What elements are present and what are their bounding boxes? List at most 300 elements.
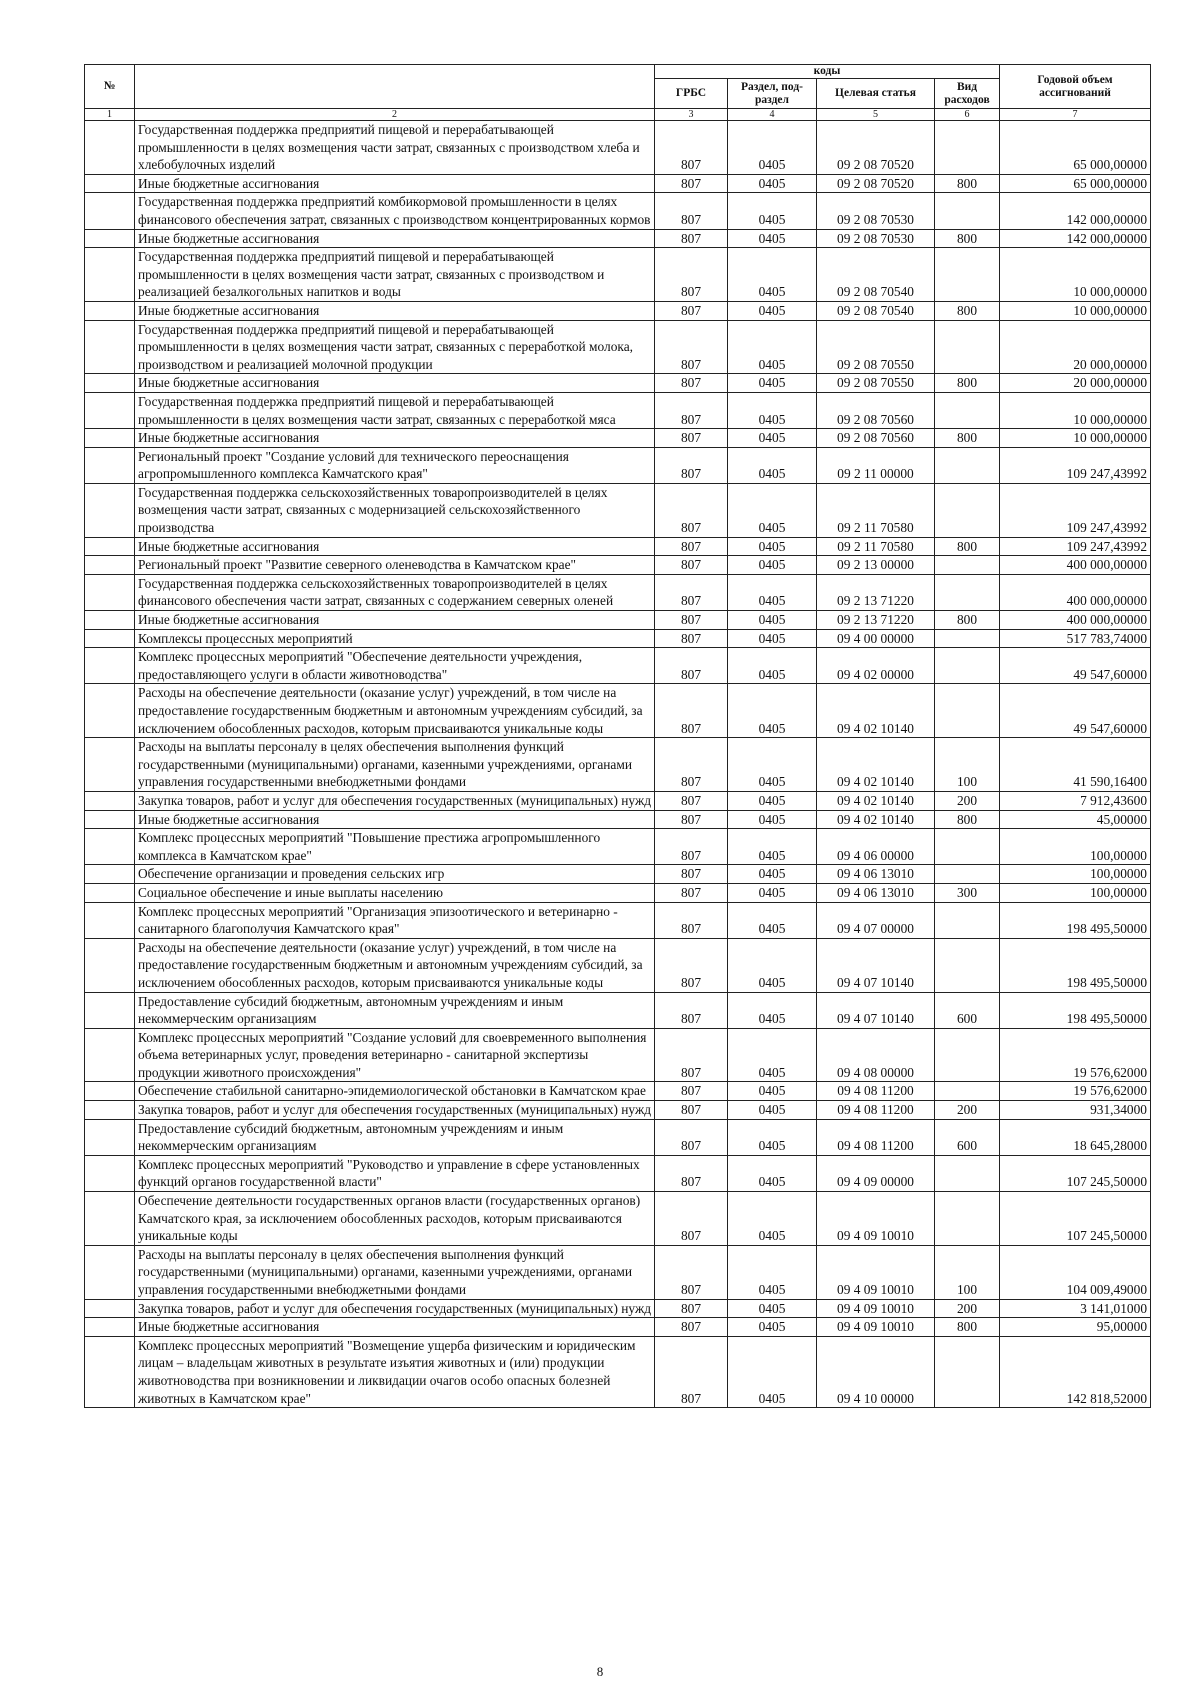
- kind-cell: 800: [935, 810, 1000, 829]
- kind-cell: 200: [935, 1299, 1000, 1318]
- name-cell: Комплекс процессных мероприятий "Повышение престижа агропромышленного комплекса в Камчатском крае": [135, 829, 655, 865]
- name-cell: Государственная поддержка предприятий пищевой и перерабатывающей промышленности в целях возмещения части затрат, связанных с переработкой молока, производством и реализацией молочной продукции: [135, 320, 655, 374]
- section-cell: 0405: [728, 1245, 817, 1299]
- kind-cell: 600: [935, 992, 1000, 1028]
- name-cell: Обеспечение стабильной санитарно-эпидемиологической обстановки в Камчатском крае: [135, 1082, 655, 1101]
- target-cell: 09 4 08 11200: [817, 1082, 935, 1101]
- target-cell: 09 4 07 10140: [817, 992, 935, 1028]
- amount-cell: 49 547,60000: [1000, 648, 1151, 684]
- num-cell: [85, 320, 135, 374]
- num-cell: [85, 611, 135, 630]
- name-cell: Закупка товаров, работ и услуг для обеспечения государственных (муниципальных) нужд: [135, 1299, 655, 1318]
- section-cell: 0405: [728, 1119, 817, 1155]
- section-cell: 0405: [728, 992, 817, 1028]
- table-row: [85, 648, 1151, 684]
- table-row: [85, 447, 1151, 483]
- kind-cell: [935, 1028, 1000, 1082]
- target-cell: 09 4 09 10010: [817, 1245, 935, 1299]
- grbs-cell: 807: [655, 810, 728, 829]
- header-kind: Вид расходов: [935, 79, 1000, 109]
- section-cell: 0405: [728, 1082, 817, 1101]
- header-name: [135, 65, 655, 109]
- table-row: [85, 684, 1151, 738]
- section-cell: 0405: [728, 574, 817, 610]
- grbs-cell: 807: [655, 447, 728, 483]
- kind-cell: 800: [935, 374, 1000, 393]
- num-cell: [85, 1192, 135, 1246]
- section-cell: 0405: [728, 429, 817, 448]
- amount-cell: 142 818,52000: [1000, 1336, 1151, 1407]
- target-cell: 09 4 08 11200: [817, 1119, 935, 1155]
- target-cell: 09 4 10 00000: [817, 1336, 935, 1407]
- kind-cell: [935, 829, 1000, 865]
- kind-cell: [935, 574, 1000, 610]
- table-row: [85, 992, 1151, 1028]
- target-cell: 09 4 06 13010: [817, 865, 935, 884]
- target-cell: 09 4 07 00000: [817, 902, 935, 938]
- grbs-cell: 807: [655, 1318, 728, 1337]
- table-row: [85, 193, 1151, 229]
- section-cell: 0405: [728, 301, 817, 320]
- target-cell: 09 2 08 70520: [817, 174, 935, 193]
- num-cell: [85, 992, 135, 1028]
- name-cell: Расходы на выплаты персоналу в целях обеспечения выполнения функций государственными (муниципальными) органами, казенными учреждениями, органами управления государственными внебюджетными фондами: [135, 738, 655, 792]
- name-cell: Государственная поддержка сельскохозяйственных товаропроизводителей в целях финансового обеспечения части затрат, связанных с содержанием северных оленей: [135, 574, 655, 610]
- grbs-cell: 807: [655, 738, 728, 792]
- num-cell: [85, 629, 135, 648]
- num-cell: [85, 1155, 135, 1191]
- target-cell: 09 2 13 71220: [817, 611, 935, 630]
- section-cell: 0405: [728, 791, 817, 810]
- amount-cell: 400 000,00000: [1000, 574, 1151, 610]
- name-cell: Предоставление субсидий бюджетным, автономным учреждениям и иным некоммерческим организациям: [135, 992, 655, 1028]
- section-cell: 0405: [728, 611, 817, 630]
- table-row: [85, 611, 1151, 630]
- target-cell: 09 2 08 70560: [817, 392, 935, 428]
- amount-cell: 400 000,00000: [1000, 556, 1151, 575]
- grbs-cell: 807: [655, 1299, 728, 1318]
- target-cell: 09 2 08 70540: [817, 301, 935, 320]
- kind-cell: [935, 320, 1000, 374]
- table-row: [85, 1318, 1151, 1337]
- section-cell: 0405: [728, 684, 817, 738]
- target-cell: 09 2 11 70580: [817, 483, 935, 537]
- grbs-cell: 807: [655, 374, 728, 393]
- amount-cell: 20 000,00000: [1000, 320, 1151, 374]
- section-cell: 0405: [728, 1101, 817, 1120]
- grbs-cell: 807: [655, 1192, 728, 1246]
- num-cell: [85, 174, 135, 193]
- name-cell: Иные бюджетные ассигнования: [135, 301, 655, 320]
- name-cell: Комплекс процессных мероприятий "Руководство и управление в сфере установленных функций органов государственной власти": [135, 1155, 655, 1191]
- num-cell: [85, 1082, 135, 1101]
- amount-cell: 45,00000: [1000, 810, 1151, 829]
- num-cell: [85, 1245, 135, 1299]
- kind-cell: [935, 865, 1000, 884]
- grbs-cell: 807: [655, 1336, 728, 1407]
- amount-cell: 19 576,62000: [1000, 1082, 1151, 1101]
- grbs-cell: 807: [655, 193, 728, 229]
- target-cell: 09 2 08 70520: [817, 121, 935, 175]
- name-cell: Иные бюджетные ассигнования: [135, 1318, 655, 1337]
- kind-cell: 800: [935, 229, 1000, 248]
- grbs-cell: 807: [655, 684, 728, 738]
- table-row: [85, 392, 1151, 428]
- kind-cell: [935, 556, 1000, 575]
- name-cell: Иные бюджетные ассигнования: [135, 229, 655, 248]
- name-cell: Комплексы процессных мероприятий: [135, 629, 655, 648]
- kind-cell: [935, 938, 1000, 992]
- target-cell: 09 2 08 70530: [817, 193, 935, 229]
- num-cell: [85, 193, 135, 229]
- section-cell: 0405: [728, 248, 817, 302]
- name-cell: Иные бюджетные ассигнования: [135, 174, 655, 193]
- section-cell: 0405: [728, 556, 817, 575]
- grbs-cell: 807: [655, 174, 728, 193]
- section-cell: 0405: [728, 1318, 817, 1337]
- amount-cell: 49 547,60000: [1000, 684, 1151, 738]
- section-cell: 0405: [728, 883, 817, 902]
- table-row: [85, 301, 1151, 320]
- num-cell: [85, 121, 135, 175]
- grbs-cell: 807: [655, 611, 728, 630]
- grbs-cell: 807: [655, 791, 728, 810]
- grbs-cell: 807: [655, 248, 728, 302]
- table-row: [85, 829, 1151, 865]
- kind-cell: [935, 648, 1000, 684]
- amount-cell: 109 247,43992: [1000, 537, 1151, 556]
- table-row: [85, 1155, 1151, 1191]
- table-row: [85, 1299, 1151, 1318]
- num-cell: [85, 374, 135, 393]
- section-cell: 0405: [728, 1336, 817, 1407]
- section-cell: 0405: [728, 374, 817, 393]
- target-cell: 09 4 09 10010: [817, 1318, 935, 1337]
- budget-table: [84, 64, 1151, 1408]
- amount-cell: 104 009,49000: [1000, 1245, 1151, 1299]
- amount-cell: 142 000,00000: [1000, 229, 1151, 248]
- amount-cell: 931,34000: [1000, 1101, 1151, 1120]
- num-cell: [85, 1119, 135, 1155]
- grbs-cell: 807: [655, 829, 728, 865]
- name-cell: Обеспечение деятельности государственных органов власти (государственных органов) Камчатского края, за исключением обособленных расходов, которым присваиваются уникальные коды: [135, 1192, 655, 1246]
- amount-cell: 3 141,01000: [1000, 1299, 1151, 1318]
- name-cell: Комплекс процессных мероприятий "Создание условий для своевременного выполнения объема ветеринарных услуг, проведения ветеринарно - санитарной экспертизы продукции животного происхождения": [135, 1028, 655, 1082]
- target-cell: 09 2 08 70530: [817, 229, 935, 248]
- kind-cell: 100: [935, 1245, 1000, 1299]
- kind-cell: 800: [935, 174, 1000, 193]
- amount-cell: 100,00000: [1000, 829, 1151, 865]
- col-number: 7: [1000, 109, 1151, 121]
- num-cell: [85, 1101, 135, 1120]
- table-row: [85, 1192, 1151, 1246]
- num-cell: [85, 429, 135, 448]
- column-number-row: [85, 109, 1151, 121]
- target-cell: 09 2 11 70580: [817, 537, 935, 556]
- section-cell: 0405: [728, 810, 817, 829]
- section-cell: 0405: [728, 738, 817, 792]
- section-cell: 0405: [728, 483, 817, 537]
- amount-cell: 198 495,50000: [1000, 902, 1151, 938]
- num-cell: [85, 1299, 135, 1318]
- grbs-cell: 807: [655, 883, 728, 902]
- amount-cell: 109 247,43992: [1000, 447, 1151, 483]
- target-cell: 09 2 08 70550: [817, 374, 935, 393]
- target-cell: 09 4 02 10140: [817, 684, 935, 738]
- target-cell: 09 2 08 70560: [817, 429, 935, 448]
- target-cell: 09 2 08 70540: [817, 248, 935, 302]
- name-cell: Государственная поддержка предприятий пищевой и перерабатывающей промышленности в целях возмещения части затрат, связанных с производством хлеба и хлебобулочных изделий: [135, 121, 655, 175]
- name-cell: Иные бюджетные ассигнования: [135, 537, 655, 556]
- kind-cell: [935, 121, 1000, 175]
- name-cell: Государственная поддержка предприятий пищевой и перерабатывающей промышленности в целях возмещения части затрат, связанных с производством и реализацией безалкогольных напитков и воды: [135, 248, 655, 302]
- name-cell: Иные бюджетные ассигнования: [135, 810, 655, 829]
- table-row: [85, 248, 1151, 302]
- amount-cell: 142 000,00000: [1000, 193, 1151, 229]
- col-number: 6: [935, 109, 1000, 121]
- section-cell: 0405: [728, 1299, 817, 1318]
- target-cell: 09 4 09 10010: [817, 1299, 935, 1318]
- section-cell: 0405: [728, 193, 817, 229]
- grbs-cell: 807: [655, 1101, 728, 1120]
- num-cell: [85, 1336, 135, 1407]
- name-cell: Иные бюджетные ассигнования: [135, 374, 655, 393]
- section-cell: 0405: [728, 229, 817, 248]
- section-cell: 0405: [728, 865, 817, 884]
- header-num: №: [85, 65, 135, 109]
- kind-cell: 800: [935, 1318, 1000, 1337]
- grbs-cell: 807: [655, 229, 728, 248]
- num-cell: [85, 574, 135, 610]
- table-row: [85, 1101, 1151, 1120]
- kind-cell: 300: [935, 883, 1000, 902]
- section-cell: 0405: [728, 392, 817, 428]
- num-cell: [85, 684, 135, 738]
- grbs-cell: 807: [655, 1119, 728, 1155]
- table-row: [85, 537, 1151, 556]
- grbs-cell: 807: [655, 938, 728, 992]
- table-row: [85, 902, 1151, 938]
- amount-cell: 7 912,43600: [1000, 791, 1151, 810]
- col-number: 1: [85, 109, 135, 121]
- kind-cell: [935, 1192, 1000, 1246]
- amount-cell: 10 000,00000: [1000, 301, 1151, 320]
- section-cell: 0405: [728, 1192, 817, 1246]
- amount-cell: 65 000,00000: [1000, 174, 1151, 193]
- header-amount: Годовой объем ассигнований: [1000, 65, 1151, 109]
- grbs-cell: 807: [655, 648, 728, 684]
- kind-cell: 800: [935, 537, 1000, 556]
- target-cell: 09 4 09 10010: [817, 1192, 935, 1246]
- num-cell: [85, 883, 135, 902]
- grbs-cell: 807: [655, 429, 728, 448]
- section-cell: 0405: [728, 174, 817, 193]
- amount-cell: 198 495,50000: [1000, 938, 1151, 992]
- target-cell: 09 4 08 11200: [817, 1101, 935, 1120]
- section-cell: 0405: [728, 648, 817, 684]
- name-cell: Региональный проект "Создание условий для технического переоснащения агропромышленного комплекса Камчатского края": [135, 447, 655, 483]
- amount-cell: 10 000,00000: [1000, 429, 1151, 448]
- col-number: 4: [728, 109, 817, 121]
- table-row: [85, 810, 1151, 829]
- table-row: [85, 629, 1151, 648]
- name-cell: Региональный проект "Развитие северного оленеводства в Камчатском крае": [135, 556, 655, 575]
- amount-cell: 100,00000: [1000, 865, 1151, 884]
- table-row: [85, 556, 1151, 575]
- amount-cell: 10 000,00000: [1000, 248, 1151, 302]
- table-row: [85, 320, 1151, 374]
- amount-cell: 107 245,50000: [1000, 1155, 1151, 1191]
- amount-cell: 107 245,50000: [1000, 1192, 1151, 1246]
- kind-cell: [935, 483, 1000, 537]
- table-row: [85, 229, 1151, 248]
- num-cell: [85, 791, 135, 810]
- header-codes: коды: [655, 65, 1000, 79]
- table-row: [85, 1082, 1151, 1101]
- num-cell: [85, 248, 135, 302]
- table-row: [85, 121, 1151, 175]
- table-row: [85, 938, 1151, 992]
- num-cell: [85, 829, 135, 865]
- num-cell: [85, 938, 135, 992]
- kind-cell: 100: [935, 738, 1000, 792]
- section-cell: 0405: [728, 1155, 817, 1191]
- grbs-cell: 807: [655, 865, 728, 884]
- kind-cell: [935, 684, 1000, 738]
- section-cell: 0405: [728, 320, 817, 374]
- table-row: [85, 1119, 1151, 1155]
- kind-cell: 800: [935, 301, 1000, 320]
- grbs-cell: 807: [655, 556, 728, 575]
- amount-cell: 95,00000: [1000, 1318, 1151, 1337]
- target-cell: 09 2 11 00000: [817, 447, 935, 483]
- target-cell: 09 4 02 00000: [817, 648, 935, 684]
- amount-cell: 400 000,00000: [1000, 611, 1151, 630]
- grbs-cell: 807: [655, 320, 728, 374]
- target-cell: 09 4 02 10140: [817, 791, 935, 810]
- num-cell: [85, 392, 135, 428]
- target-cell: 09 2 08 70550: [817, 320, 935, 374]
- table-row: [85, 483, 1151, 537]
- kind-cell: [935, 1082, 1000, 1101]
- name-cell: Расходы на обеспечение деятельности (оказание услуг) учреждений, в том числе на предоставление государственным бюджетным и автономным учреждениям субсидий, за исключением обособленных расходов, которым присваиваются уникальные коды: [135, 684, 655, 738]
- page-number: 8: [596, 1664, 604, 1679]
- num-cell: [85, 1028, 135, 1082]
- num-cell: [85, 447, 135, 483]
- name-cell: Комплекс процессных мероприятий "Возмещение ущерба физическим и юридическим лицам – владельцам животных в результате изъятия животных и (или) продукции животноводства при возникновении и ликвидации очагов особо опасных болезней животных в Камчатском крае": [135, 1336, 655, 1407]
- kind-cell: [935, 629, 1000, 648]
- section-cell: 0405: [728, 121, 817, 175]
- amount-cell: 198 495,50000: [1000, 992, 1151, 1028]
- table-row: [85, 429, 1151, 448]
- name-cell: Закупка товаров, работ и услуг для обеспечения государственных (муниципальных) нужд: [135, 791, 655, 810]
- num-cell: [85, 1318, 135, 1337]
- kind-cell: 800: [935, 429, 1000, 448]
- table-row: [85, 574, 1151, 610]
- name-cell: Закупка товаров, работ и услуг для обеспечения государственных (муниципальных) нужд: [135, 1101, 655, 1120]
- target-cell: 09 2 13 71220: [817, 574, 935, 610]
- section-cell: 0405: [728, 629, 817, 648]
- kind-cell: [935, 1155, 1000, 1191]
- name-cell: Комплекс процессных мероприятий "Обеспечение деятельности учреждения, предоставляющего услуги в области животноводства": [135, 648, 655, 684]
- kind-cell: [935, 447, 1000, 483]
- table-row: [85, 1028, 1151, 1082]
- section-cell: 0405: [728, 1028, 817, 1082]
- kind-cell: [935, 902, 1000, 938]
- table-row: [85, 1245, 1151, 1299]
- num-cell: [85, 738, 135, 792]
- table-row: [85, 174, 1151, 193]
- table-row: [85, 1336, 1151, 1407]
- grbs-cell: 807: [655, 1245, 728, 1299]
- grbs-cell: 807: [655, 629, 728, 648]
- name-cell: Государственная поддержка предприятий пищевой и перерабатывающей промышленности в целях возмещения части затрат, связанных с переработкой мяса: [135, 392, 655, 428]
- table-row: [85, 865, 1151, 884]
- target-cell: 09 4 02 10140: [817, 738, 935, 792]
- amount-cell: 19 576,62000: [1000, 1028, 1151, 1082]
- amount-cell: 517 783,74000: [1000, 629, 1151, 648]
- table-row: [85, 374, 1151, 393]
- amount-cell: 20 000,00000: [1000, 374, 1151, 393]
- target-cell: 09 4 06 13010: [817, 883, 935, 902]
- amount-cell: 109 247,43992: [1000, 483, 1151, 537]
- amount-cell: 10 000,00000: [1000, 392, 1151, 428]
- target-cell: 09 4 02 10140: [817, 810, 935, 829]
- kind-cell: 200: [935, 1101, 1000, 1120]
- section-cell: 0405: [728, 447, 817, 483]
- kind-cell: [935, 248, 1000, 302]
- num-cell: [85, 865, 135, 884]
- grbs-cell: 807: [655, 483, 728, 537]
- name-cell: Обеспечение организации и проведения сельских игр: [135, 865, 655, 884]
- col-number: 3: [655, 109, 728, 121]
- name-cell: Расходы на обеспечение деятельности (оказание услуг) учреждений, в том числе на предоставление государственным бюджетным и автономным учреждениям субсидий, за исключением обособленных расходов, которым присваиваются уникальные коды: [135, 938, 655, 992]
- name-cell: Социальное обеспечение и иные выплаты населению: [135, 883, 655, 902]
- num-cell: [85, 556, 135, 575]
- kind-cell: 200: [935, 791, 1000, 810]
- section-cell: 0405: [728, 938, 817, 992]
- name-cell: Расходы на выплаты персоналу в целях обеспечения выполнения функций государственными (муниципальными) органами, казенными учреждениями, органами управления государственными внебюджетными фондами: [135, 1245, 655, 1299]
- num-cell: [85, 902, 135, 938]
- num-cell: [85, 483, 135, 537]
- grbs-cell: 807: [655, 1082, 728, 1101]
- col-number: 5: [817, 109, 935, 121]
- grbs-cell: 807: [655, 1155, 728, 1191]
- grbs-cell: 807: [655, 1028, 728, 1082]
- num-cell: [85, 301, 135, 320]
- target-cell: 09 4 07 10140: [817, 938, 935, 992]
- table-row: [85, 791, 1151, 810]
- col-number: 2: [135, 109, 655, 121]
- amount-cell: 18 645,28000: [1000, 1119, 1151, 1155]
- num-cell: [85, 648, 135, 684]
- kind-cell: 600: [935, 1119, 1000, 1155]
- grbs-cell: 807: [655, 992, 728, 1028]
- header-section: Раздел, под-раздел: [728, 79, 817, 109]
- grbs-cell: 807: [655, 392, 728, 428]
- section-cell: 0405: [728, 829, 817, 865]
- table-row: [85, 883, 1151, 902]
- target-cell: 09 4 08 00000: [817, 1028, 935, 1082]
- grbs-cell: 807: [655, 902, 728, 938]
- num-cell: [85, 537, 135, 556]
- kind-cell: 800: [935, 611, 1000, 630]
- amount-cell: 100,00000: [1000, 883, 1151, 902]
- grbs-cell: 807: [655, 301, 728, 320]
- name-cell: Комплекс процессных мероприятий "Организация эпизоотического и ветеринарно - санитарного благополучия Камчатского края": [135, 902, 655, 938]
- kind-cell: [935, 392, 1000, 428]
- name-cell: Государственная поддержка сельскохозяйственных товаропроизводителей в целях возмещения части затрат, связанных с модернизацией сельскохозяйственного производства: [135, 483, 655, 537]
